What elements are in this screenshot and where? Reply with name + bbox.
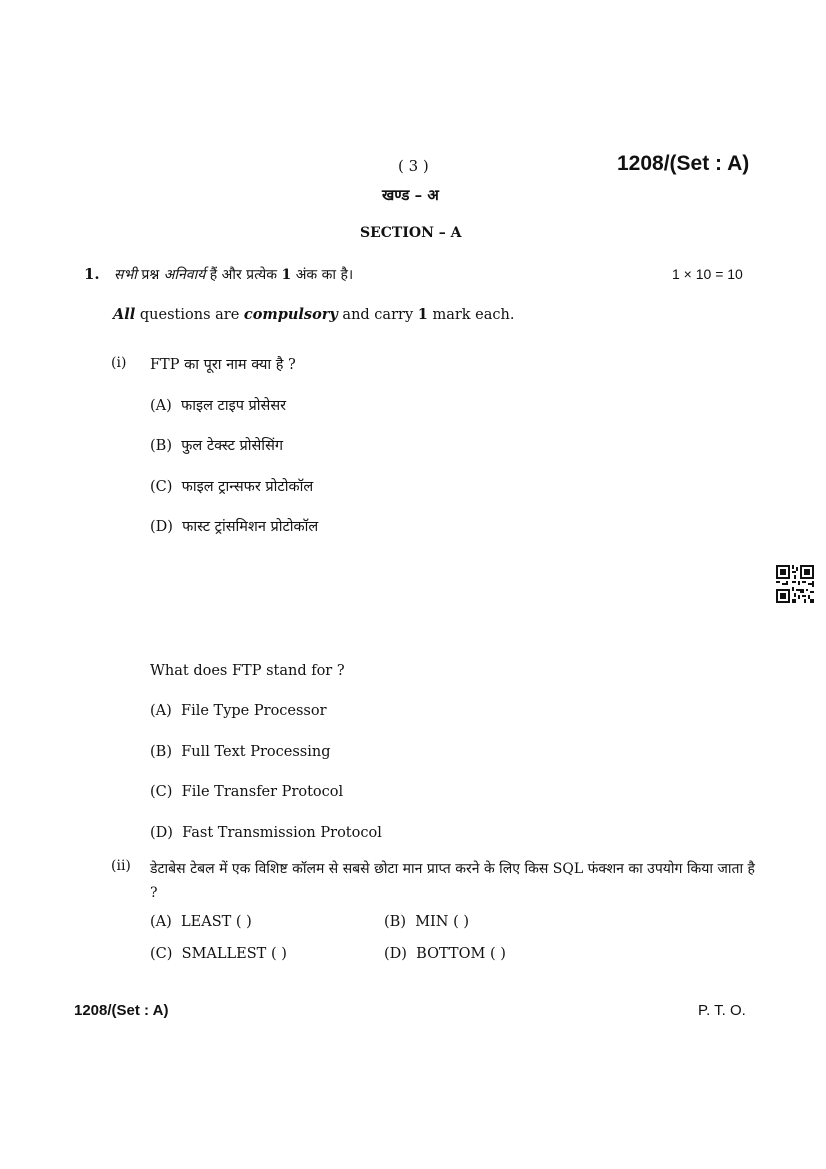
paper-code-footer: 1208/(Set : A): [74, 1002, 169, 1019]
option-label: (D): [384, 946, 407, 962]
instruction-hindi-text: प्रश्न: [136, 267, 164, 283]
option-label: (A): [150, 703, 172, 719]
option-label: (A): [150, 914, 172, 930]
pto-label: P. T. O.: [698, 1002, 746, 1019]
instruction-english-text: questions are: [135, 307, 244, 323]
option-label: (B): [384, 914, 406, 930]
option-text: फाइल ट्रान्सफर प्रोटोकॉल: [181, 479, 314, 495]
option-hindi-d: [150, 516, 318, 536]
option-english-b: [150, 744, 331, 760]
option-label: (B): [150, 438, 172, 454]
instruction-hindi-mark: 1: [281, 267, 292, 283]
option-text: Fast Transmission Protocol: [182, 825, 382, 841]
option-text: Full Text Processing: [181, 744, 331, 760]
instruction-english-all: All: [113, 306, 136, 323]
option-english-c: [150, 784, 343, 800]
option-text: File Type Processor: [181, 703, 327, 719]
option-text: LEAST ( ): [181, 914, 252, 930]
option-text: MIN ( ): [415, 914, 469, 930]
question-number: 1.: [84, 265, 100, 283]
option-label: (B): [150, 744, 172, 760]
question-label-i: (i): [111, 355, 127, 371]
section-title-hindi: खण्ड – अ: [382, 186, 439, 204]
option-hindi-a: [150, 395, 286, 415]
instruction-english-text: and carry: [337, 307, 418, 323]
option-label: (D): [150, 825, 173, 841]
option-text: फाइल टाइप प्रोसेसर: [181, 398, 287, 414]
question-i-text-hindi: FTP का पूरा नाम क्या है ?: [150, 357, 296, 373]
question-label-ii: (ii): [111, 858, 131, 874]
page-number: ( 3 ): [398, 157, 429, 175]
question-ii-text-hindi: डेटाबेस टेबल में एक विशिष्ट कॉलम से सबसे छोटा मान प्राप्त करने के लिए किस SQL फंक्शन का उपयोग किया जाता है ?: [150, 861, 755, 901]
instruction-hindi-all: सभी: [114, 267, 137, 283]
section-title-english: SECTION – A: [360, 225, 462, 241]
option-english-a: [150, 703, 327, 719]
marks-allocation: 1 × 10 = 10: [672, 266, 743, 282]
option-ii-c: [150, 946, 287, 962]
option-hindi-c: [150, 476, 313, 496]
instruction-english-text: mark each.: [427, 307, 515, 323]
option-text: फास्ट ट्रांसमिशन प्रोटोकॉल: [182, 519, 319, 535]
option-label: (C): [150, 946, 173, 962]
instruction-hindi-text: अंक का है।: [291, 267, 354, 283]
option-english-d: [150, 825, 382, 841]
option-ii-d: [384, 946, 506, 962]
instruction-hindi-text: हैं और प्रत्येक: [205, 267, 282, 283]
option-text: फुल टेक्स्ट प्रोसेसिंग: [181, 438, 284, 454]
option-label: (D): [150, 519, 173, 535]
option-label: (C): [150, 479, 173, 495]
instruction-english: [113, 306, 514, 323]
option-hindi-b: [150, 435, 283, 455]
option-label: (A): [150, 398, 172, 414]
option-label: (C): [150, 784, 173, 800]
paper-code-header: 1208/(Set : A): [617, 152, 750, 175]
option-text: SMALLEST ( ): [181, 946, 287, 962]
instruction-english-compulsory: compulsory: [243, 306, 338, 323]
option-ii-b: [384, 914, 469, 930]
instruction-english-mark: 1: [417, 306, 428, 323]
instruction-hindi: [114, 265, 353, 284]
option-text: BOTTOM ( ): [416, 946, 506, 962]
option-text: File Transfer Protocol: [181, 784, 344, 800]
instruction-hindi-compulsory: अनिवार्य: [163, 267, 206, 283]
option-ii-a: [150, 914, 252, 930]
qr-code-icon: [776, 565, 814, 603]
question-i-text-english: What does FTP stand for ?: [150, 663, 345, 679]
